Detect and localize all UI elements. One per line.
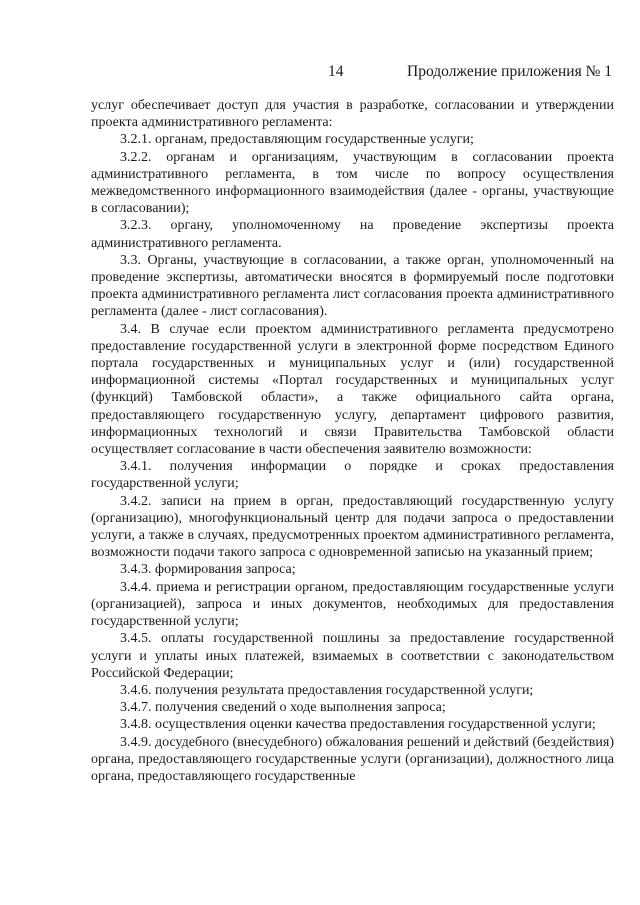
- paragraph: 3.4.7. получения сведений о ходе выполнения запроса;: [120, 700, 446, 716]
- paragraph: 3.4.5. оплаты государственной пошлины за предоставление государственной услуги и уплаты иных платежей, взимаемых в соответствии с законодательством Российской Федерации;: [91, 631, 614, 681]
- paragraph: 3.4.9. досудебного (внесудебного) обжалования решений и действий (бездействия) органа, предоставляющего государственные услуги (организации), должностного лица органа, предоставляющего государственные: [91, 734, 614, 784]
- paragraph: 3.3. Органы, участвующие в согласовании, а также орган, уполномоченный на проведение экспертизы, автоматически вносятся в формируемый после подготовки проекта административного регламента лист согласования проекта административного регламента (далее - лист согласования).: [91, 252, 614, 320]
- page-number: 14: [328, 63, 344, 80]
- paragraph: 3.4. В случае если проектом административного регламента предусмотрено предоставление государственной услуги в электронной форме посредством Единого портала государственных и муниципальных услуг и (или) государственной информационной системы «Портал государственных и муниципальных услуг (функций) Тамбовской области», а также официального сайта органа, предоставляющего государственную услугу, департамент цифрового развития, информационных технологий и связи Правительства Тамбовской области осуществляет согласование в части обеспечения заявителю возможности:: [91, 321, 614, 458]
- appendix-continuation-label: Продолжение приложения № 1: [407, 63, 612, 80]
- paragraph: 3.2.2. органам и организациям, участвующим в согласовании проекта административного регламента, в том числе по вопросу осуществления межведомственного информационного взаимодействия (далее - органы, участвующие в согласовании);: [91, 149, 614, 217]
- paragraph: 3.4.3. формирования запроса;: [120, 562, 296, 578]
- paragraph: 3.4.4. приема и регистрации органом, предоставляющим государственные услуги (организацией), запроса и иных документов, необходимых для предоставления государственной услуги;: [91, 579, 614, 630]
- paragraph: услуг обеспечивает доступ для участия в разработке, согласовании и утверждении проекта административного регламента:: [91, 98, 614, 131]
- document-body: [91, 97, 614, 785]
- paragraph: 3.4.8. осуществления оценки качества предоставления государственной услуги;: [120, 717, 596, 733]
- paragraph: 3.2.3. органу, уполномоченному на проведение экспертизы проекта административного регламента.: [91, 218, 614, 251]
- paragraph: 3.4.2. записи на прием в орган, предоставляющий государственную услугу (организацию), многофункциональный центр для подачи запроса о предоставлении услуги, а также в случаях, предусмотренных проектом административного регламента, возможности подачи такого запроса с одновременной записью на указанный прием;: [91, 493, 614, 561]
- paragraph: 3.4.1. получения информации о порядке и сроках предоставления государственной услуги;: [91, 459, 614, 492]
- page-header: [0, 60, 640, 84]
- paragraph: 3.4.6. получения результата предоставления государственной услуги;: [120, 682, 534, 698]
- paragraph: 3.2.1. органам, предоставляющим государственные услуги;: [120, 132, 474, 148]
